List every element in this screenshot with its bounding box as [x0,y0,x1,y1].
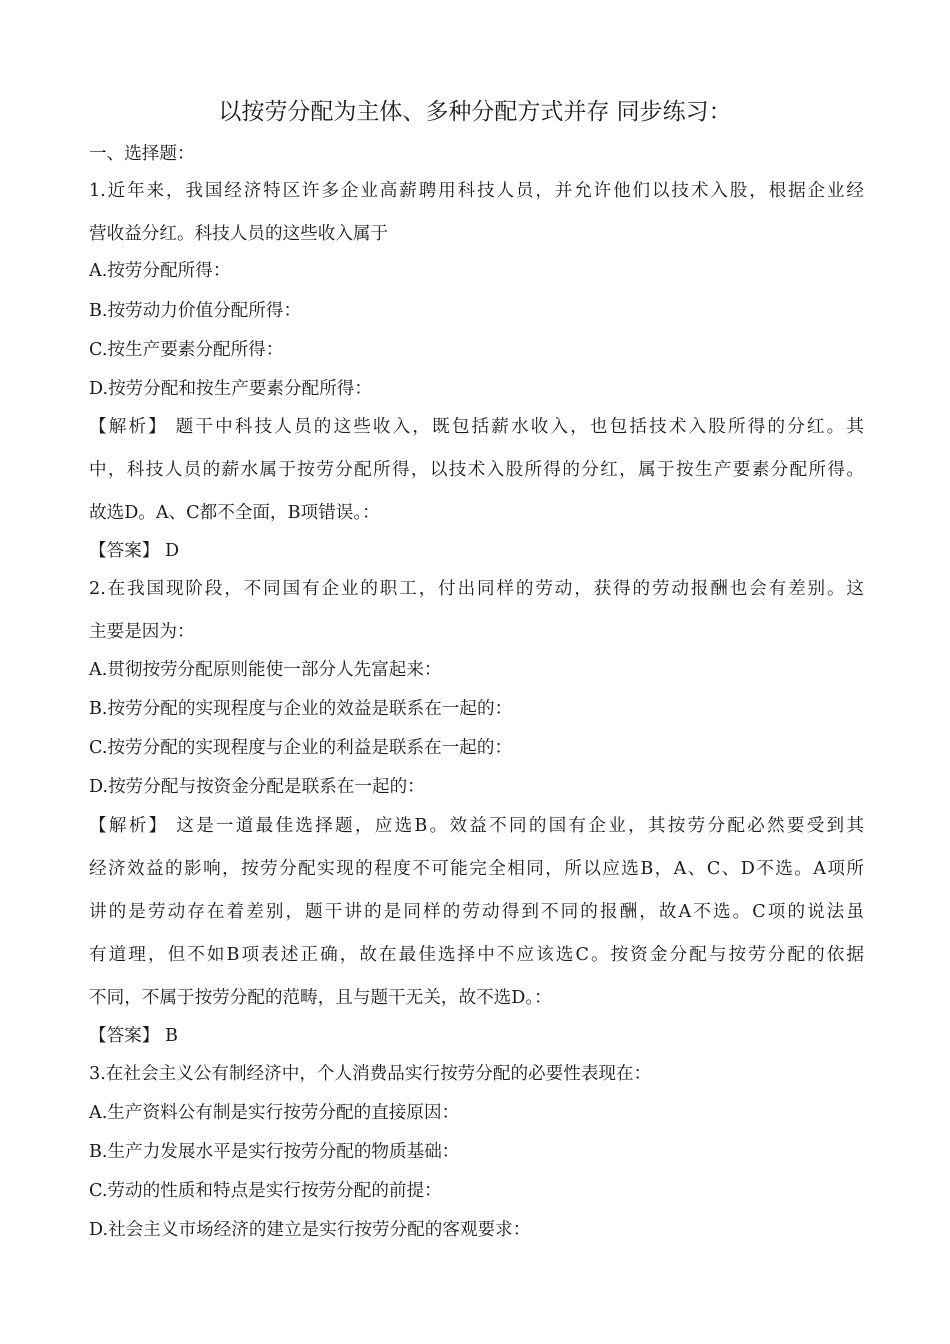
section-heading: 一、选择题： [89,144,195,164]
q1-analysis-line-3: 故选D。A、C都不全面，B项错误。： [89,503,380,523]
q1-answer: 【答案】 D [89,541,180,561]
q1-option-c: C.按生产要素分配所得： [89,340,284,360]
q1-option-b: B.按劳动力价值分配所得： [89,301,302,321]
q3-option-a: A.生产资料公有制是实行按劳分配的直接原因： [89,1103,460,1123]
q1-stem-line-1: 1.近年来，我国经济特区许多企业高薪聘用科技人员，并允许他们以技术入股，根据企业经 [89,181,864,201]
q2-analysis-line-4: 有道理，但不如B项表述正确，故在最佳选择中不应该选C。按资金分配与按劳分配的依据 [89,945,864,965]
q2-analysis-line-3: 讲的是劳动存在着差别，题干讲的是同样的劳动得到不同的报酬，故A不选。C项的说法虽 [89,902,864,922]
q2-stem-line-1: 2.在我国现阶段，不同国有企业的职工，付出同样的劳动，获得的劳动报酬也会有差别。这 [89,579,864,599]
q3-option-b: B.生产力发展水平是实行按劳分配的物质基础： [89,1142,460,1162]
q1-analysis-line-2: 中，科技人员的薪水属于按劳分配所得，以技术入股所得的分红，属于按生产要素分配所得。 [89,460,864,480]
q3-stem-line-1: 3.在社会主义公有制经济中，个人消费品实行按劳分配的必要性表现在： [89,1064,652,1084]
q2-analysis-line-1: 【解析】 这是一道最佳选择题，应选B。效益不同的国有企业，其按劳分配必然要受到其 [89,816,864,836]
q2-option-a: A.贯彻按劳分配原则能使一部分人先富起来： [89,660,442,680]
q3-option-c: C.劳动的性质和特点是实行按劳分配的前提： [89,1181,442,1201]
q2-analysis-line-5: 不同，不属于按劳分配的范畴，且与题干无关，故不选D。： [89,988,552,1008]
q2-option-d: D.按劳分配与按资金分配是联系在一起的： [89,777,425,797]
q3-option-d: D.社会主义市场经济的建立是实行按劳分配的客观要求： [89,1220,531,1240]
q1-analysis-line-1: 【解析】 题干中科技人员的这些收入，既包括薪水收入，也包括技术入股所得的分红。其 [89,417,864,437]
q1-stem-line-2: 营收益分红。科技人员的这些收入属于 [89,224,389,244]
q1-option-a: A.按劳分配所得： [89,261,231,281]
q2-answer: 【答案】 B [89,1026,178,1046]
page-title: 以按劳分配为主体、多种分配方式并存 同步练习： [218,99,732,125]
q2-option-c: C.按劳分配的实现程度与企业的利益是联系在一起的： [89,738,513,758]
q2-analysis-line-2: 经济效益的影响，按劳分配实现的程度不可能完全相同，所以应选B，A、C、D不选。A项所 [89,859,864,879]
q1-option-d: D.按劳分配和按生产要素分配所得： [89,379,372,399]
q2-stem-line-2: 主要是因为： [89,622,195,642]
q2-option-b: B.按劳分配的实现程度与企业的效益是联系在一起的： [89,699,513,719]
